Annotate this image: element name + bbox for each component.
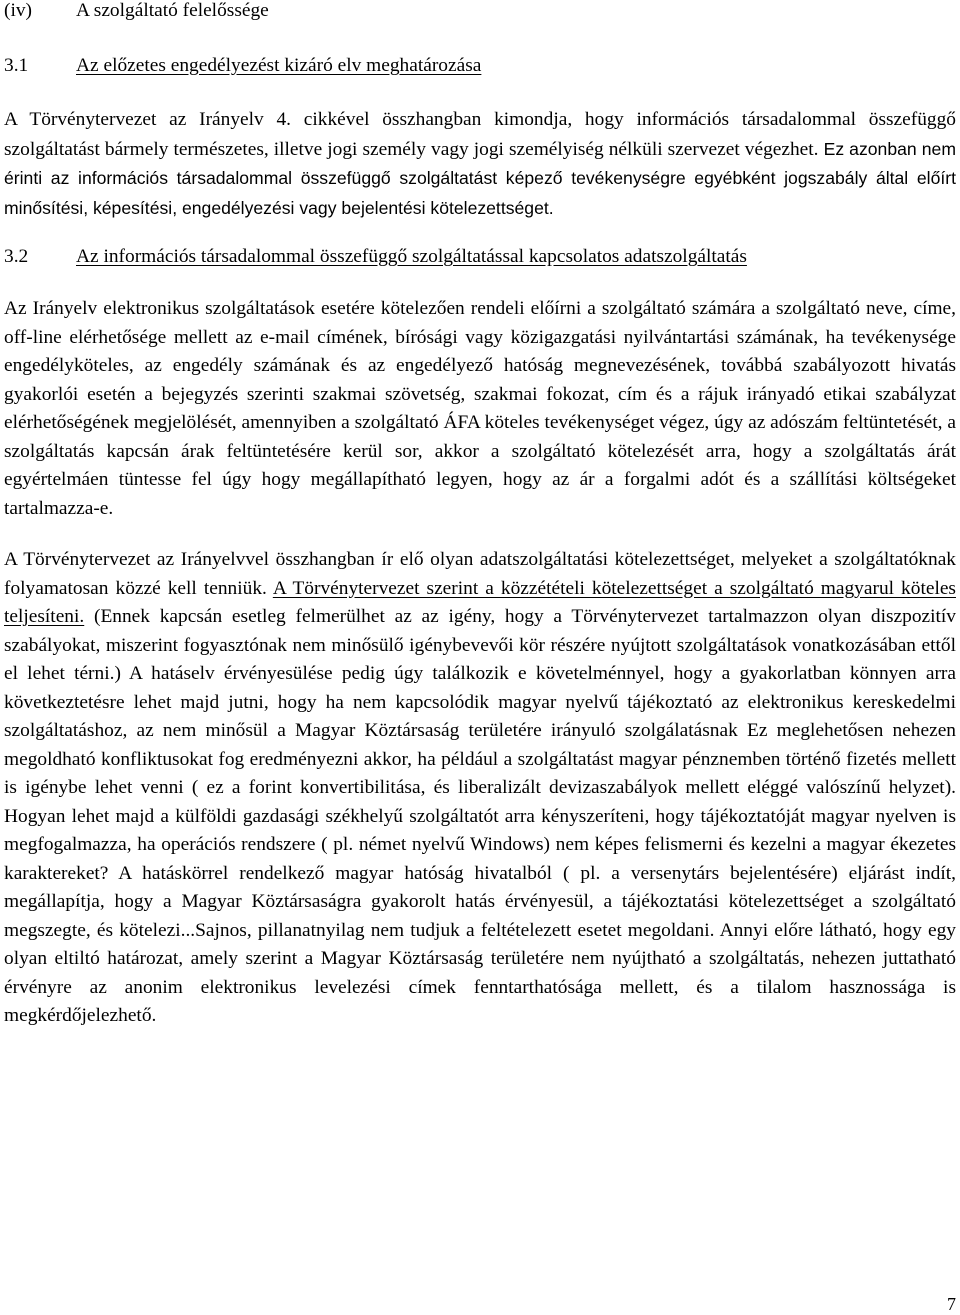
paragraph-text: Az Irányelv elektronikus szolgáltatások esetére kötelezően rendeli előírni a szolgáltató számára a szolgáltató neve, címe, off-line elérhetősége mellett az e-mail címének, bírósági vagy közigazgatási nyilvántartási számának, ha tevékenysége engedélyköteles, az engedély számának és az engedélyező hatóság megnevezésének, továbbá szabályozott hivatás gyakorlói esetén a bejegyzés szerinti szakmai szövetség, szakmai fokozat, cím és a rájuk irányadó etikai szabályzat elérhetőségének megjelölését, amennyiben a szolgáltató ÁFA köteles tevékenységet végez, úgy az adószám feltüntetését, a szolgáltatás kapcsán árak feltüntetésére kerül sor, akkor a szolgáltató kötelezését arra, hogy a szolgáltatás árát egyértelmáen tüntesse fel úgy hogy megállapítható legyen, hogy az ár a forgalmi adót és a szállítási költségeket tartalmazza-e. <box>4 298 956 519</box>
paragraph-3-2-b <box>4 546 956 1031</box>
paragraph-text-underlined: A Törvénytervezet szerint a közzétételi kötelezettséget a szolgáltató magyarul köteles teljesíteni. <box>4 577 956 627</box>
section-title: Az előzetes engedélyezést kizáró elv meghatározása <box>76 55 482 76</box>
section-heading-iv <box>4 0 956 22</box>
document-page <box>4 0 956 1031</box>
paragraph-3-2-a <box>4 295 956 523</box>
section-heading-3-1 <box>4 55 956 77</box>
paragraph-text-sans: Ez azonban nem érinti az információs társadalommal összefüggő szolgáltatást képező tevékenységre egyébként jogszabály által előírt minősítési, képesítési, engedélyezési vagy bejelentési kötelezettséget. <box>4 138 956 218</box>
paragraph-text: (Ennek kapcsán esetleg felmerülhet az az igény, hogy a Törvénytervezet tartalmazzon olyan diszpozitív szabályokat, miszerint fogyasztónak nem minősülő igénybevevői kör részére nyújtott szolgáltatások vonatkozásában ettől el lehet térni.) A hatáselv érvényesülése pedig úgy találkozik e követelménnyel, hogy a gyakorlatban könnyen arra következtetésre lehet majd jutni, hogy ha nem kapcsolódik magyar nyelvű tájékoztató az elektronikus kereskedelmi szolgáltatáshoz, az nem minősül a Magyar Köztársaság területére irányuló szolgálatásnak Ez meglehetősen nehezen megoldható konfliktusokat fog eredményezni akkor, ha például a szolgáltatást magyar pénznemben történő fizetés mellett is igénybe lehet venni ( ez a forint konvertibilitása, és liberalizált devizaszabályok mellett eléggé valószínű helyzet). Hogyan lehet majd a külföldi gazdasági székhelyű szolgáltatót arra kényszeríteni, hogy tájékoztatóját magyar nyelven is megfogalmazza, ha operációs rendszere ( pl. német nyelvű Windows) nem képes felismerni és kezelni a magyar ékezetes karaktereket? A hatáskörrel rendelkező magyar hatóság hivatalból ( pl. a versenytárs bejelentésére) eljárást indít, megállapítja, hogy a Magyar Köztársaságra gyakorolt hatás érvényesül, a tájékoztatási kötelezettséget a szolgáltató megszegte, és kötelezi...Sajnos, pillanatnyilag nem tudjuk a feltételezett esetet megoldani. Annyi előre látható, hogy egy olyan eltiltó határozat, amely szerint a Magyar Köztársaság területére nem nyújtható a szolgáltatás, nehezen juttatható érvényre az anonim elektronikus levelezési címek fenntarthatósága mellett, és a tilalom hasznossága is megkérdőjelezhető. <box>4 606 956 1026</box>
section-title: A szolgáltató felelőssége <box>76 0 269 21</box>
section-number: 3.1 <box>4 55 29 76</box>
paragraph-text: A Törvénytervezet az Irányelv 4. cikkével összhangban kimondja, hogy információs társadalommal összefüggő szolgáltatást bármely természetes, illetve jogi személy vagy jogi személyiség nélküli szervezet végezhet. <box>4 109 956 160</box>
paragraph-3-1 <box>4 106 956 223</box>
page-number: 7 <box>947 1294 956 1314</box>
section-title: Az információs társadalommal összefüggő szolgáltatással kapcsolatos adatszolgáltatás <box>76 246 747 267</box>
section-number: 3.2 <box>4 246 29 267</box>
section-heading-3-2 <box>4 246 956 268</box>
section-number: (iv) <box>4 0 32 21</box>
paragraph-text: A Törvénytervezet az Irányelvvel összhangban ír elő olyan adatszolgáltatási kötelezettséget, melyeket a szolgáltatóknak folyamatosan közzé kell tenniük. <box>4 549 956 599</box>
